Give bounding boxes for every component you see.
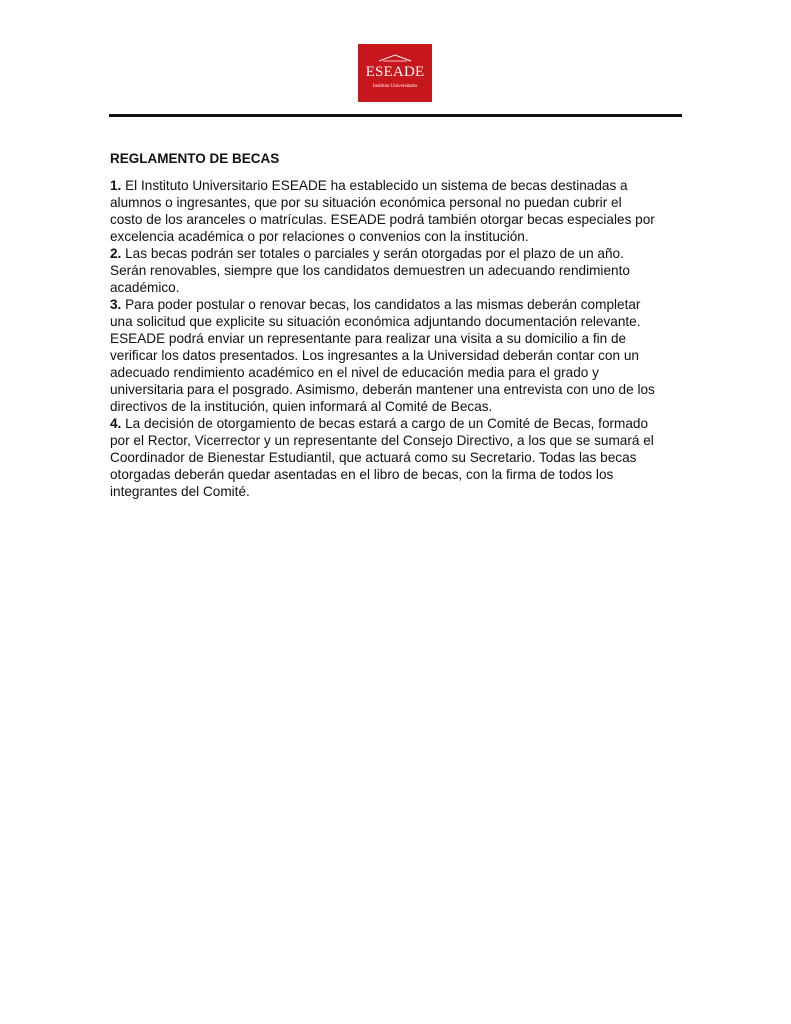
- paragraph-2-line-2: Serán renovables, siempre que los candidatos demuestren un adecuando rendimiento: [110, 263, 630, 278]
- paragraph-1-line-1: 1. El Instituto Universitario ESEADE ha establecido un sistema de becas destinadas a: [110, 178, 628, 193]
- paragraph-4-line-3: Coordinador de Bienestar Estudiantil, que actuará como su Secretario. Todas las becas: [110, 450, 637, 465]
- regulation-body: [110, 177, 680, 500]
- paragraph-2-line-3: académico.: [110, 280, 180, 295]
- paragraph-4-line-2: por el Rector, Vicerrector y un representante del Consejo Directivo, a los que se sumará el: [110, 433, 654, 448]
- paragraph-4-line-1: 4. La decisión de otorgamiento de becas estará a cargo de un Comité de Becas, formado: [110, 416, 649, 431]
- header-divider: [109, 114, 682, 117]
- paragraph-3-line-5: adecuado rendimiento académico en el nivel de educación media para el grado y: [110, 365, 599, 380]
- eseade-logo: [358, 44, 432, 102]
- paragraph-3-line-2: una solicitud que explicite su situación económica adjuntando documentación relevante.: [110, 314, 641, 329]
- paragraph-2-line-1: 2. Las becas podrán ser totales o parciales y serán otorgadas por el plazo de un año.: [110, 246, 624, 261]
- paragraph-1-line-4: excelencia académica o por relaciones o convenios con la institución.: [110, 229, 529, 244]
- paragraph-number: 1.: [110, 178, 122, 193]
- document-title: REGLAMENTO DE BECAS: [110, 151, 280, 166]
- paragraph-3-line-1: 3. Para poder postular o renovar becas, los candidatos a las mismas deberán completar: [110, 297, 641, 312]
- paragraph-3-line-6: universitaria para el posgrado. Asimismo, deberán mantener una entrevista con uno de los: [110, 382, 655, 397]
- paragraph-3-line-4: verificar los datos presentados. Los ingresantes a la Universidad deberán contar con un: [110, 348, 639, 363]
- paragraph-number: 4.: [110, 416, 122, 431]
- paragraph-4-line-4: otorgadas deberán quedar asentadas en el libro de becas, con la firma de todos los: [110, 467, 614, 482]
- paragraph-3-line-3: ESEADE podrá enviar un representante para realizar una visita a su domicilio a fin de: [110, 331, 627, 346]
- paragraph-1-line-2: alumnos o ingresantes, que por su situación económica personal no puedan cubrir el: [110, 195, 622, 210]
- paragraph-number: 2.: [110, 246, 122, 261]
- logo-name: ESEADE: [365, 64, 425, 80]
- roof-icon: [378, 54, 412, 62]
- logo-subtitle: Instituto Universitario: [372, 84, 418, 89]
- paragraph-1-line-3: costo de los aranceles o matrículas. ESEADE podrá también otorgar becas especiales por: [110, 212, 655, 227]
- paragraph-4-line-5: integrantes del Comité.: [110, 484, 250, 499]
- paragraph-3-line-7: directivos de la institución, quien informará al Comité de Becas.: [110, 399, 493, 414]
- paragraph-number: 3.: [110, 297, 122, 312]
